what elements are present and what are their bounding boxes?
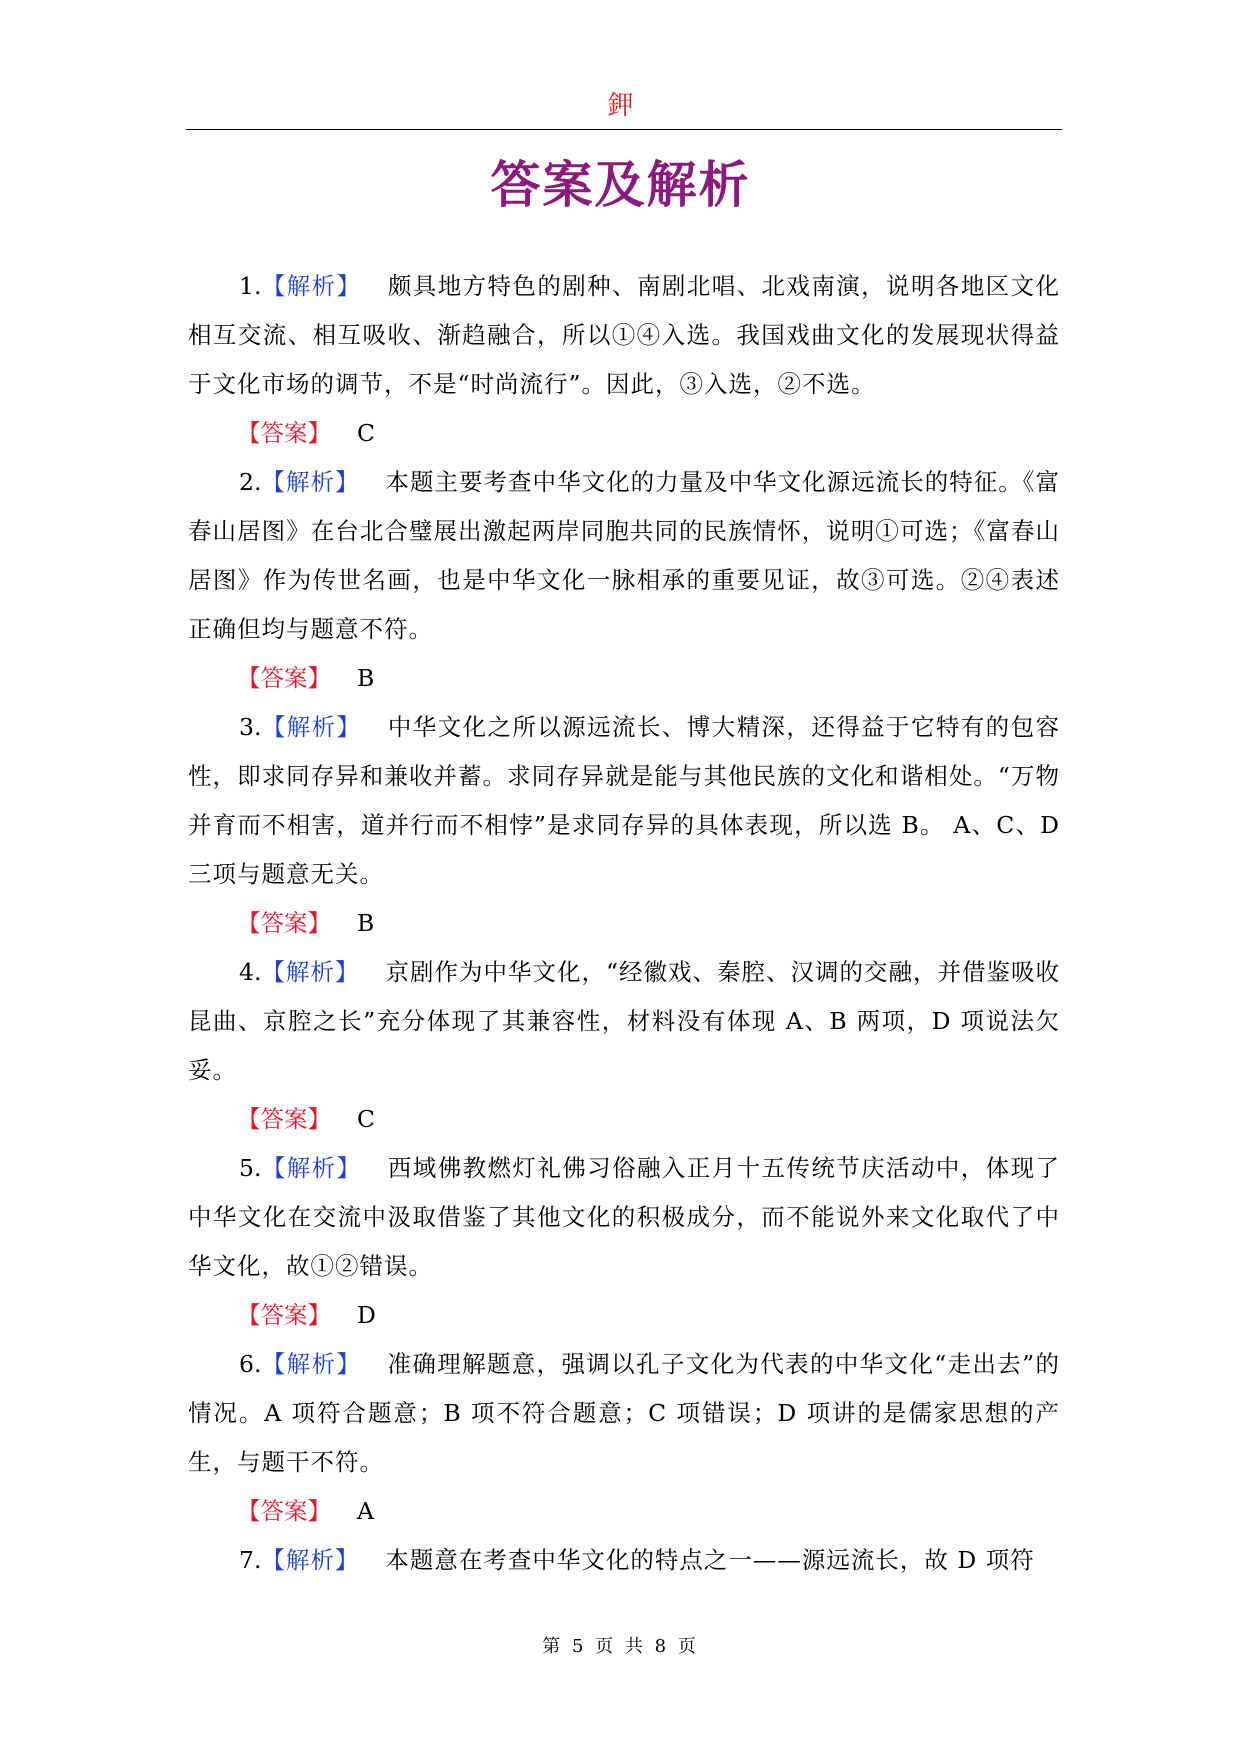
item-number: 2. bbox=[239, 468, 262, 496]
answer-value: B bbox=[357, 664, 375, 692]
analysis-text: 本题意在考查中华文化的特点之一——源远流长，故 D 项符 bbox=[385, 1546, 1035, 1574]
analysis-text: 西域佛教燃灯礼佛习俗融入正月十五传统节庆活动中，体现了中华文化在交流中汲取借鉴了其他文化的积极成分，而不能说外来文化取代了中华文化，故①②错误。 bbox=[188, 1154, 1061, 1280]
answer-item-1 bbox=[188, 262, 1060, 458]
analysis-paragraph bbox=[188, 1536, 1060, 1585]
analysis-paragraph bbox=[188, 703, 1060, 899]
answer-line bbox=[188, 654, 1060, 703]
answer-tag: 【答案】 bbox=[237, 1497, 331, 1525]
answer-item-2 bbox=[188, 458, 1060, 703]
answer-item-3 bbox=[188, 703, 1060, 948]
answer-item-4 bbox=[188, 948, 1060, 1144]
answer-value: C bbox=[357, 419, 375, 447]
analysis-paragraph bbox=[188, 1144, 1060, 1291]
answer-value: A bbox=[357, 1497, 374, 1525]
answer-line bbox=[188, 1291, 1060, 1340]
page-title: 答案及解析 bbox=[490, 155, 751, 214]
item-number: 1. bbox=[239, 272, 262, 300]
answer-tag: 【答案】 bbox=[237, 909, 331, 937]
analysis-text: 颇具地方特色的剧种、南剧北唱、北戏南演，说明各地区文化相互交流、相互吸收、渐趋融合，所以①④入选。我国戏曲文化的发展现状得益于文化市场的调节，不是“时尚流行”。因此，③入选，②不选。 bbox=[188, 272, 1061, 398]
item-number: 6. bbox=[239, 1350, 262, 1378]
answer-value: D bbox=[357, 1301, 376, 1329]
analysis-tag: 【解析】 bbox=[261, 1350, 362, 1378]
analysis-text: 京剧作为中华文化，“经徽戏、秦腔、汉调的交融，并借鉴吸收昆曲、京腔之长”充分体现了其兼容性，材料没有体现 A、B 两项，D 项说法欠妥。 bbox=[188, 958, 1061, 1084]
answer-value: C bbox=[357, 1105, 375, 1133]
answer-tag: 【答案】 bbox=[237, 1105, 331, 1133]
analysis-tag: 【解析】 bbox=[261, 468, 360, 496]
analysis-paragraph bbox=[188, 262, 1060, 409]
answer-item-5 bbox=[188, 1144, 1060, 1340]
header-rule bbox=[186, 129, 1062, 130]
analysis-tag: 【解析】 bbox=[261, 958, 360, 986]
answer-list bbox=[188, 262, 1060, 1585]
item-number: 5. bbox=[239, 1154, 262, 1182]
analysis-paragraph bbox=[188, 948, 1060, 1095]
analysis-text: 准确理解题意，强调以孔子文化为代表的中华文化“走出去”的情况。A 项符合题意；B 项不符合题意；C 项错误；D 项讲的是儒家思想的产生，与题干不符。 bbox=[188, 1350, 1060, 1476]
analysis-tag: 【解析】 bbox=[261, 1154, 362, 1182]
answer-line bbox=[188, 899, 1060, 948]
item-number: 4. bbox=[239, 958, 262, 986]
analysis-tag: 【解析】 bbox=[261, 272, 362, 300]
answer-line bbox=[188, 1095, 1060, 1144]
analysis-paragraph bbox=[188, 458, 1060, 654]
analysis-paragraph bbox=[188, 1340, 1060, 1487]
answer-item-7 bbox=[188, 1536, 1060, 1585]
item-number: 3. bbox=[239, 713, 262, 741]
analysis-text: 中华文化之所以源远流长、博大精深，还得益于它特有的包容性，即求同存异和兼收并蓄。求同存异就是能与其他民族的文化和谐相处。“万物并育而不相害，道并行而不相悖”是求同存异的具体表现，所以选 B。 A、C、D 三项与题意无关。 bbox=[188, 713, 1061, 888]
header-mark: 鉀 bbox=[607, 91, 634, 121]
analysis-text: 本题主要考查中华文化的力量及中华文化源远流长的特征。《富春山居图》在台北合璧展出激起两岸同胞共同的民族情怀，说明①可选；《富春山居图》作为传世名画，也是中华文化一脉相承的重要见证，故③可选。②④表述正确但均与题意不符。 bbox=[188, 468, 1061, 643]
analysis-tag: 【解析】 bbox=[261, 713, 362, 741]
answer-line bbox=[188, 1487, 1060, 1536]
answer-tag: 【答案】 bbox=[237, 419, 331, 447]
answer-line bbox=[188, 409, 1060, 458]
page-footer: 第 5 页 共 8 页 bbox=[542, 1636, 699, 1657]
answer-value: B bbox=[357, 909, 375, 937]
analysis-tag: 【解析】 bbox=[261, 1546, 360, 1574]
answer-tag: 【答案】 bbox=[237, 664, 331, 692]
item-number: 7. bbox=[239, 1546, 262, 1574]
answer-tag: 【答案】 bbox=[237, 1301, 331, 1329]
answer-item-6 bbox=[188, 1340, 1060, 1536]
